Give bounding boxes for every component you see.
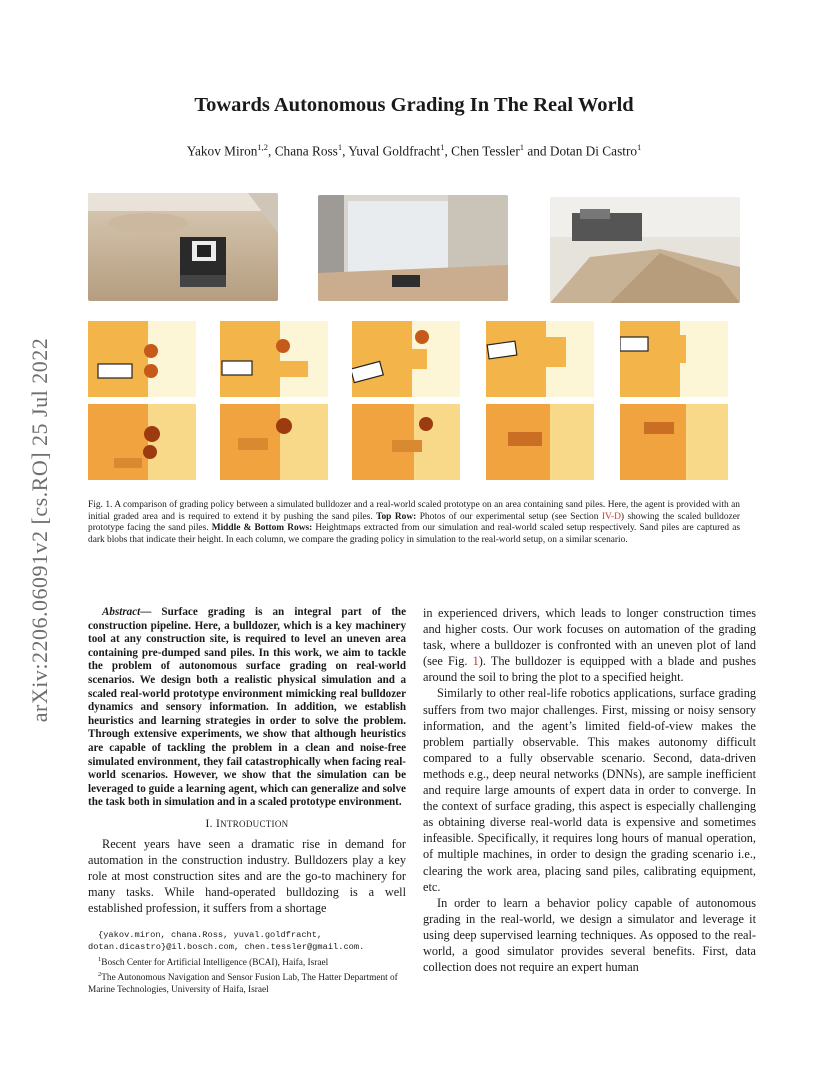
figure-sim-heightmap [620,321,728,397]
footnotes [88,930,406,996]
abstract-text: — Surface grading is an integral part of the construction pipeline. Here, a bulldozer, which is a key machinery tool at any construction site, is required to level an uneven area containing pre-dumped sand piles. In this work, we aim to tackle the problem of autonomous surface grading on real-world scenarios. We design both a realistic physical simulation and a scaled real-world prototype environment mimicking real bulldozer dynamics and sensory information. In addition, we establish heuristics and learning strategies in order to solve the problem. Through extensive experiments, we show that although heuristics are capable of tackling the problem in a clean and noise-free simulated environment, they fail catastrophically when facing real-world scenarios. However, we show that the simulation can be leveraged to guide a learning agent, which can generalize and solve the task both in simulation and in a scaled prototype environment. [88,606,406,809]
footnote-text: Bosch Center for Artificial Intelligence (BCAI), Haifa, Israel [101,957,329,968]
figure-real-heightmap [352,404,460,480]
figure-photo-prototype [550,197,740,303]
footnote-affiliation [88,954,406,970]
author: Yuval Goldfracht [348,143,441,159]
footnote-text: The Autonomous Navigation and Sensor Fusion Lab, The Hatter Department of Marine Technologies, University of Haifa, Israel [88,973,398,996]
author-list [0,142,828,159]
caption-text: Fig. 1. A comparison of grading policy between a simulated bulldozer and a real-world scaled prototype on an area containing sand piles. Here, the agent is provided with an initial graded area and is required to extend it by pushing the sand piles. [88,500,740,522]
footnote-emails-line: dotan.dicastro}@il.bosch.com, chen.tessler@gmail.com. [88,942,365,953]
footnote-affiliation [88,969,406,996]
figure-sim-heightmap [486,321,594,397]
left-column [88,606,406,997]
footnote-number: 1 [98,955,102,963]
footnote-emails-line: {yakov.miron, chana.Ross, yuval.goldfracht, [98,930,323,941]
author: Chen Tessler [451,143,520,159]
abstract [88,606,406,810]
author-affiliation: 1,2 [257,142,269,152]
abstract-label: Abstract [102,606,141,618]
caption-text: ) showing the scaled bulldozer prototype facing the sand piles. [88,511,740,534]
body-text: in experienced drivers, which leads to longer construction times and higher costs. Our work focuses on automation of the grading task, where a bulldozer is confronted with an uneven plot of land (see Fig. [423,606,756,669]
arxiv-sidebar [20,295,60,765]
author-separator: , [444,143,452,159]
right-column [423,605,756,975]
caption-text: Heightmaps extracted from our simulation and real-world scaled setup respectively. Sand piles are captured as dark blobs that indicate their height. In each column, we compare the grading policy in simulation to the real-world setup, on a similar scenario. [88,523,741,545]
figure-reference-link[interactable]: 1 [472,654,479,669]
author-separator: , [268,143,275,159]
author-separator: , [342,143,349,159]
caption-bold-label: Middle & Bottom Rows: [211,523,313,534]
author: Yakov Miron [186,143,258,159]
author: Dotan Di Castro [549,143,638,159]
author-affiliation: 1 [637,142,642,152]
author: Chana Ross [274,143,338,159]
footnote-number: 2 [98,971,102,979]
figure-real-heightmap [486,404,594,480]
section-numeral: I. [205,817,217,830]
author-affiliation: 1 [440,142,445,152]
figure-photo-sandbox [88,193,278,301]
paper-title: Towards Autonomous Grading In The Real World [194,94,634,116]
author-separator: and [524,143,550,159]
author-affiliation: 1 [337,142,343,152]
body-paragraph [423,605,756,685]
figure-real-heightmap [220,404,328,480]
body-paragraph: In order to learn a behavior policy capable of autonomous grading in the real-world, we design a simulator and leverage it using deep supervised learning techniques. As opposed to the real-world, a good simulator provides several benefits. First, data collection does not require an expert human [423,895,756,975]
section-title-rest: NTRODUCTION [220,818,289,829]
figure-caption [88,500,740,546]
figure-real-heightmap [88,404,196,480]
intro-paragraph: Recent years have seen a dramatic rise in demand for automation in the construction industry. Bulldozers play a key role at most construction sites and are the go-to machinery for many tasks. While hand-operated bulldozing is a well established profession, it suffers from a shortage [88,837,406,916]
figure-real-heightmap [620,404,728,480]
caption-bold-label: Top Row: [376,511,417,522]
caption-text: Photos of our experimental setup (see Section [416,511,602,522]
section-heading-introduction [88,816,406,832]
author-affiliation: 1 [519,142,524,152]
section-title-initial: I [216,817,221,830]
figure-sim-heightmap [352,321,460,397]
figure-sim-heightmap [88,321,196,397]
figure-photo-room [318,195,508,301]
figure-sim-heightmap [220,321,328,397]
body-paragraph: Similarly to other real-life robotics applications, surface grading suffers from two major challenges. First, missing or noisy sensory information, and the agent’s limited field-of-view makes the problem partially observable. This makes autonomy difficult compared to a fully observable scenario. Second, data-driven methods e.g., deep neural networks (DNNs), are sample inefficient and require large amounts of expert data in order to converge. In the context of surface grading, this aspect is especially challenging as obtaining diverse real-world data is expensive and sometimes infeasible. Specifically, it requires long hours of manual operation, of multiple machines, in order to design the grading scenario i.e., clearing the work area, placing sand piles, calibrating equipment, etc. [423,686,756,894]
arxiv-identifier: arXiv:2206.06091v2 [cs.RO] 25 Jul 2022 [27,337,52,723]
section-reference-link[interactable]: IV-D [601,511,621,522]
body-text: ). The bulldozer is equipped with a blade and pushes around the soil to bring the plot to a specified height. [423,654,756,685]
